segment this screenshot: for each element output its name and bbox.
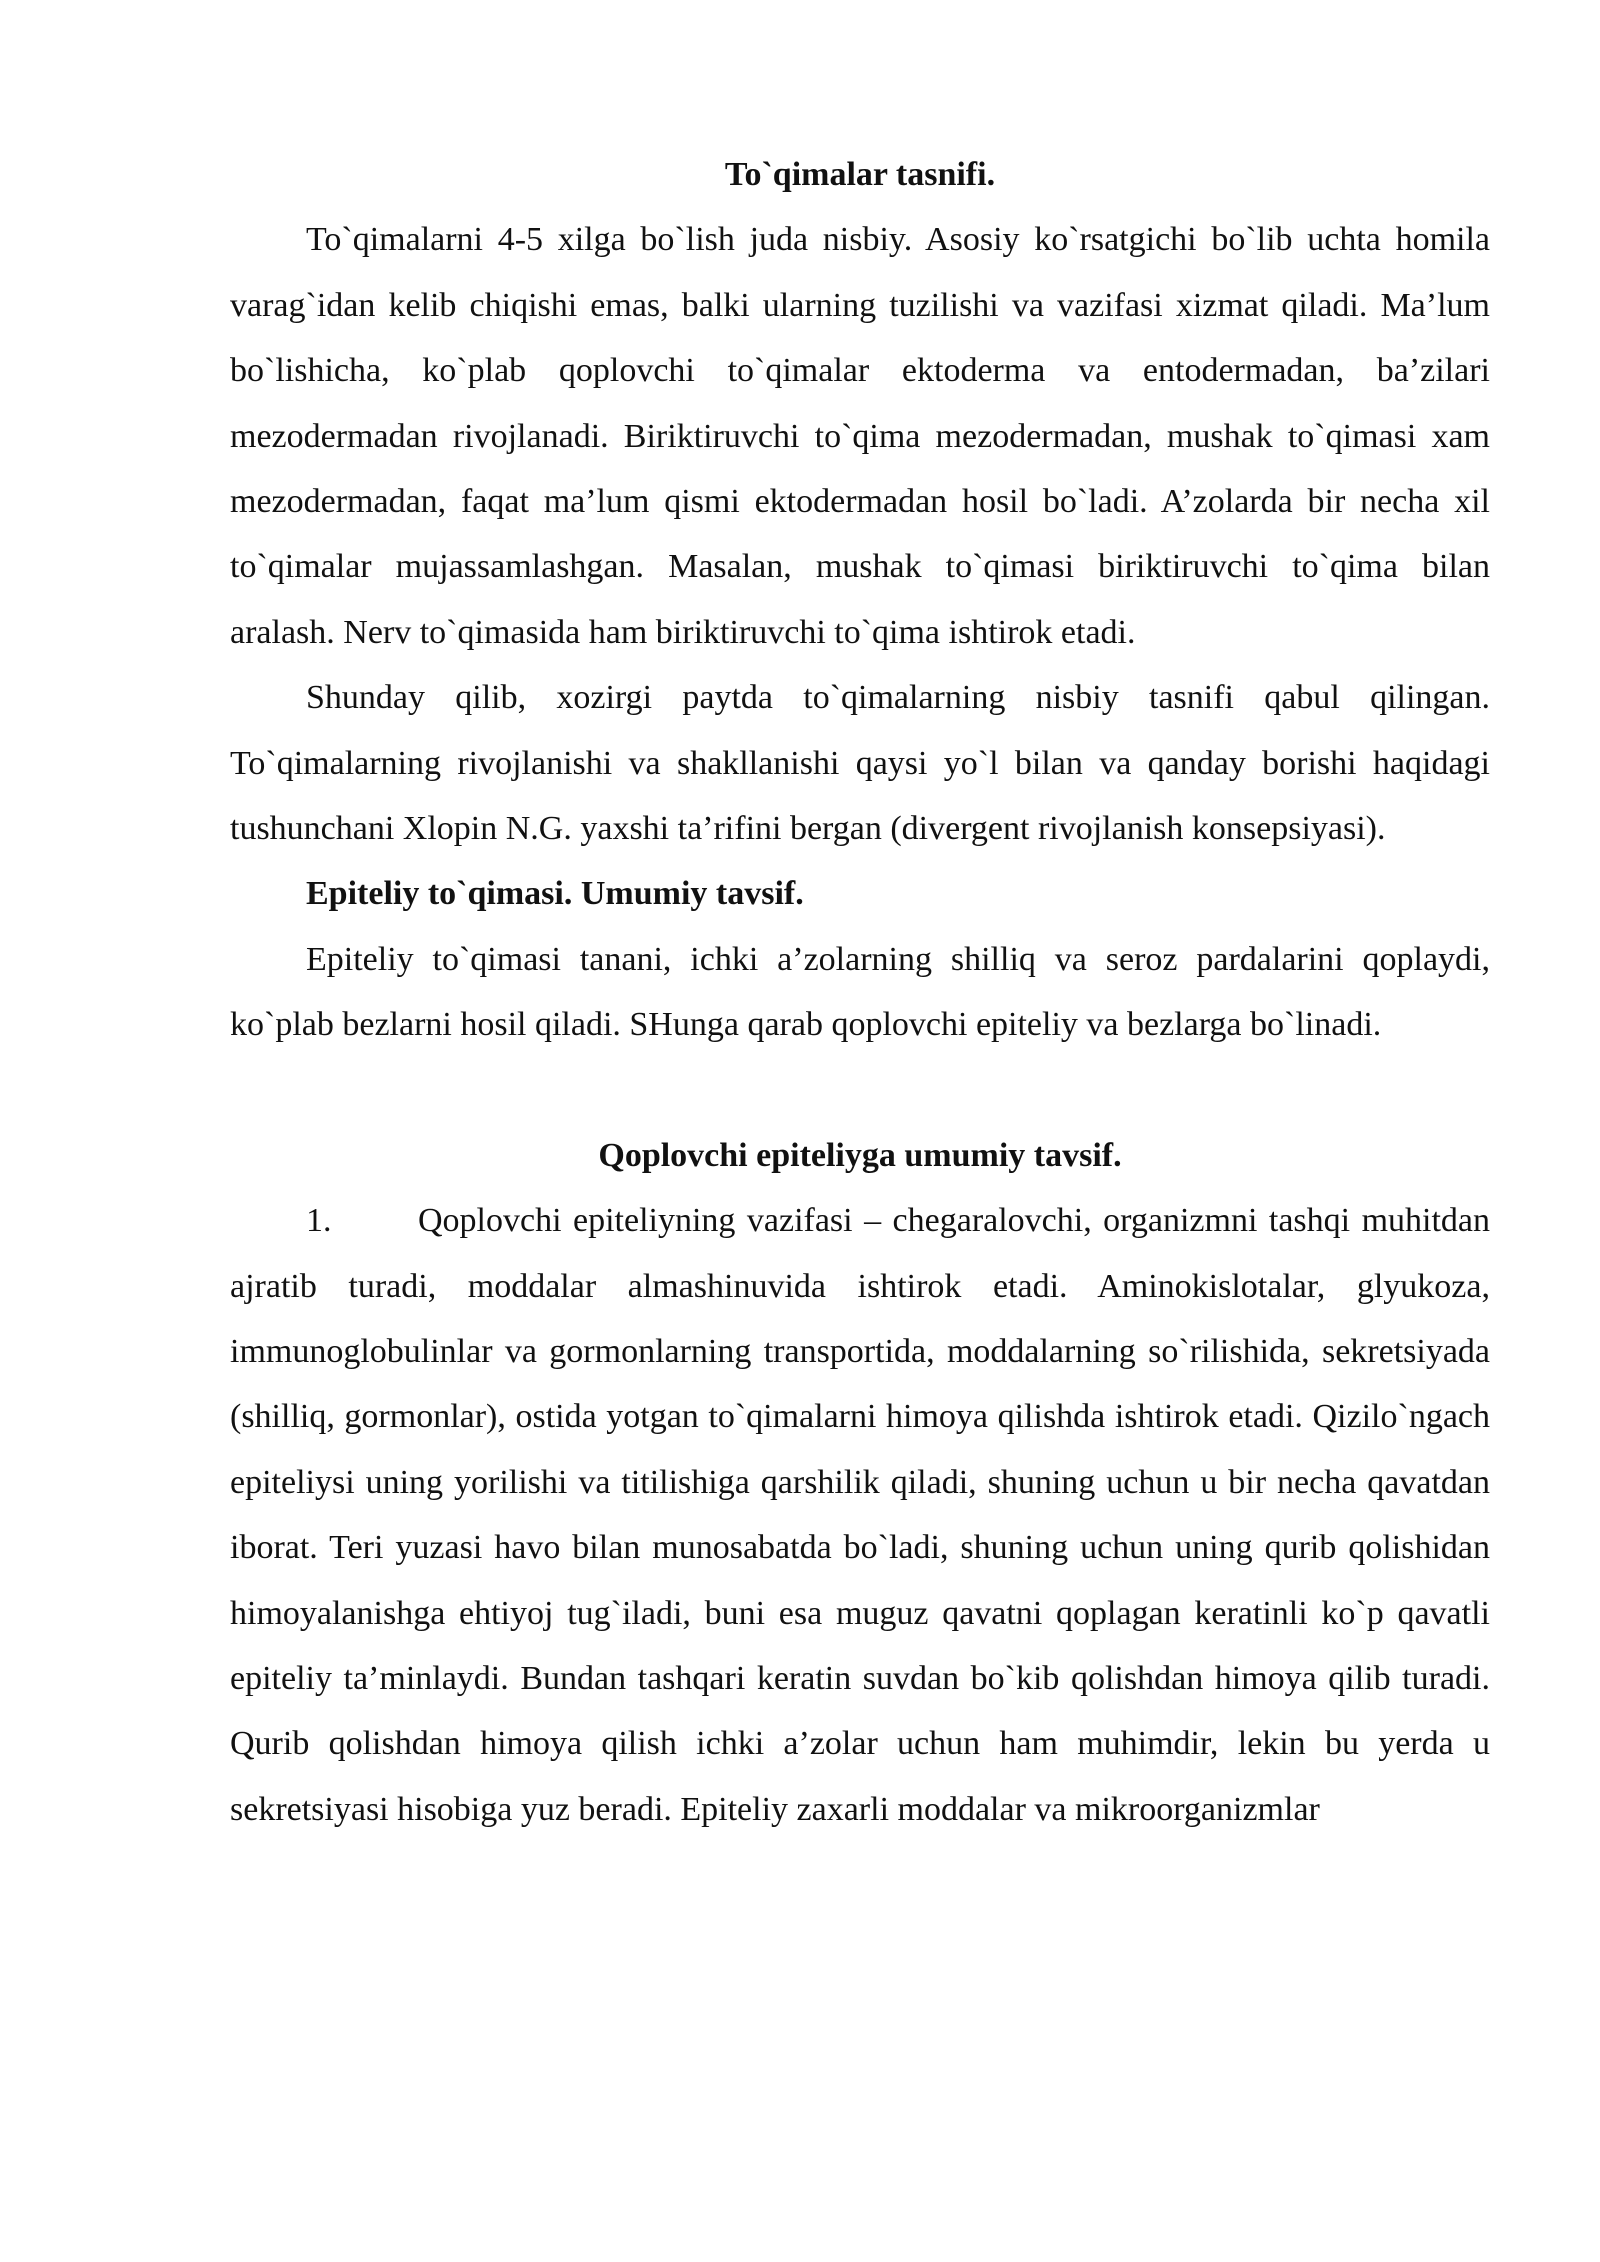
list-item-1 <box>230 1188 1490 1842</box>
list-item-number: 1. <box>306 1202 332 1240</box>
blank-line <box>230 1058 1490 1123</box>
section-heading-epiteliy: Epiteliy to`qimasi. Umumiy tavsif. <box>306 875 804 913</box>
document-page <box>230 142 1490 1842</box>
paragraph-2: Shunday qilib, xozirgi paytda to`qimalarning nisbiy tasnifi qabul qilingan. To`qimalarning rivojlanishi va shakllanishi qaysi yo`l bilan va qanday borishi haqidagi tushunchani Xlopin N.G. yaxshi ta’rifini bergan (divergent rivojlanish konsepsiyasi). <box>230 679 1490 848</box>
list-item-text: Qoplovchi epiteliyning vazifasi – chegaralovchi, organizmni tashqi muhitdan ajratib turadi, moddalar almashinuvida ishtirok etadi. Aminokislotalar, glyukoza, immunoglobulinlar va gormonlarning transportida, moddalarning so`rilishida, sekretsiyada (shilliq, gormonlar), ostida yotgan to`qimalarni himoya qilishda ishtirok etadi. Qizilo`ngach epiteliysi uning yorilishi va titilishiga qarshilik qiladi, shuning uchun u bir necha qavatdan iborat. Teri yuzasi havo bilan munosabatda bo`ladi, shuning uchun uning qurib qolishidan himoyalanishga ehtiyoj tug`iladi, buni esa muguz qavatni qoplagan keratinli ko`p qavatli epiteliy ta’minlaydi. Bundan tashqari keratin suvdan bo`kib qolishdan himoya qilib turadi. Qurib qolishdan himoya qilish ichki a’zolar uchun ham muhimdir, lekin bu yerda u sekretsiyasi hisobiga yuz beradi. Epiteliy zaxarli moddalar va mikroorganizmlar <box>230 1202 1490 1828</box>
paragraph-3: Epiteliy to`qimasi tanani, ichki a’zolarning shilliq va seroz pardalarini qoplaydi, ko`plab bezlarni hosil qiladi. SHunga qarab qoplovchi epiteliy va bezlarga bo`linadi. <box>230 940 1490 1044</box>
section-title-qoplovchi: Qoplovchi epiteliyga umumiy tavsif. <box>598 1136 1122 1174</box>
document-title: To`qimalar tasnifi. <box>724 156 996 193</box>
paragraph-1: To`qimalarni 4-5 xilga bo`lish juda nisbiy. Asosiy ko`rsatgichi bo`lib uchta homila varag`idan kelib chiqishi emas, balki ularning tuzilishi va vazifasi xizmat qiladi. Ma’lum bo`lishicha, ko`plab qoplovchi to`qimalar ektoderma va entodermadan, ba’zilari mezodermadan rivojlanadi. Biriktiruvchi to`qima mezodermadan, mushak to`qimasi xam mezodermadan, faqat ma’lum qismi ektodermadan hosil bo`ladi. A’zolarda bir necha xil to`qimalar mujassamlashgan. Masalan, mushak to`qimasi biriktiruvchi to`qima bilan aralash. Nerv to`qimasida ham biriktiruvchi to`qima ishtirok etadi. <box>230 221 1490 651</box>
